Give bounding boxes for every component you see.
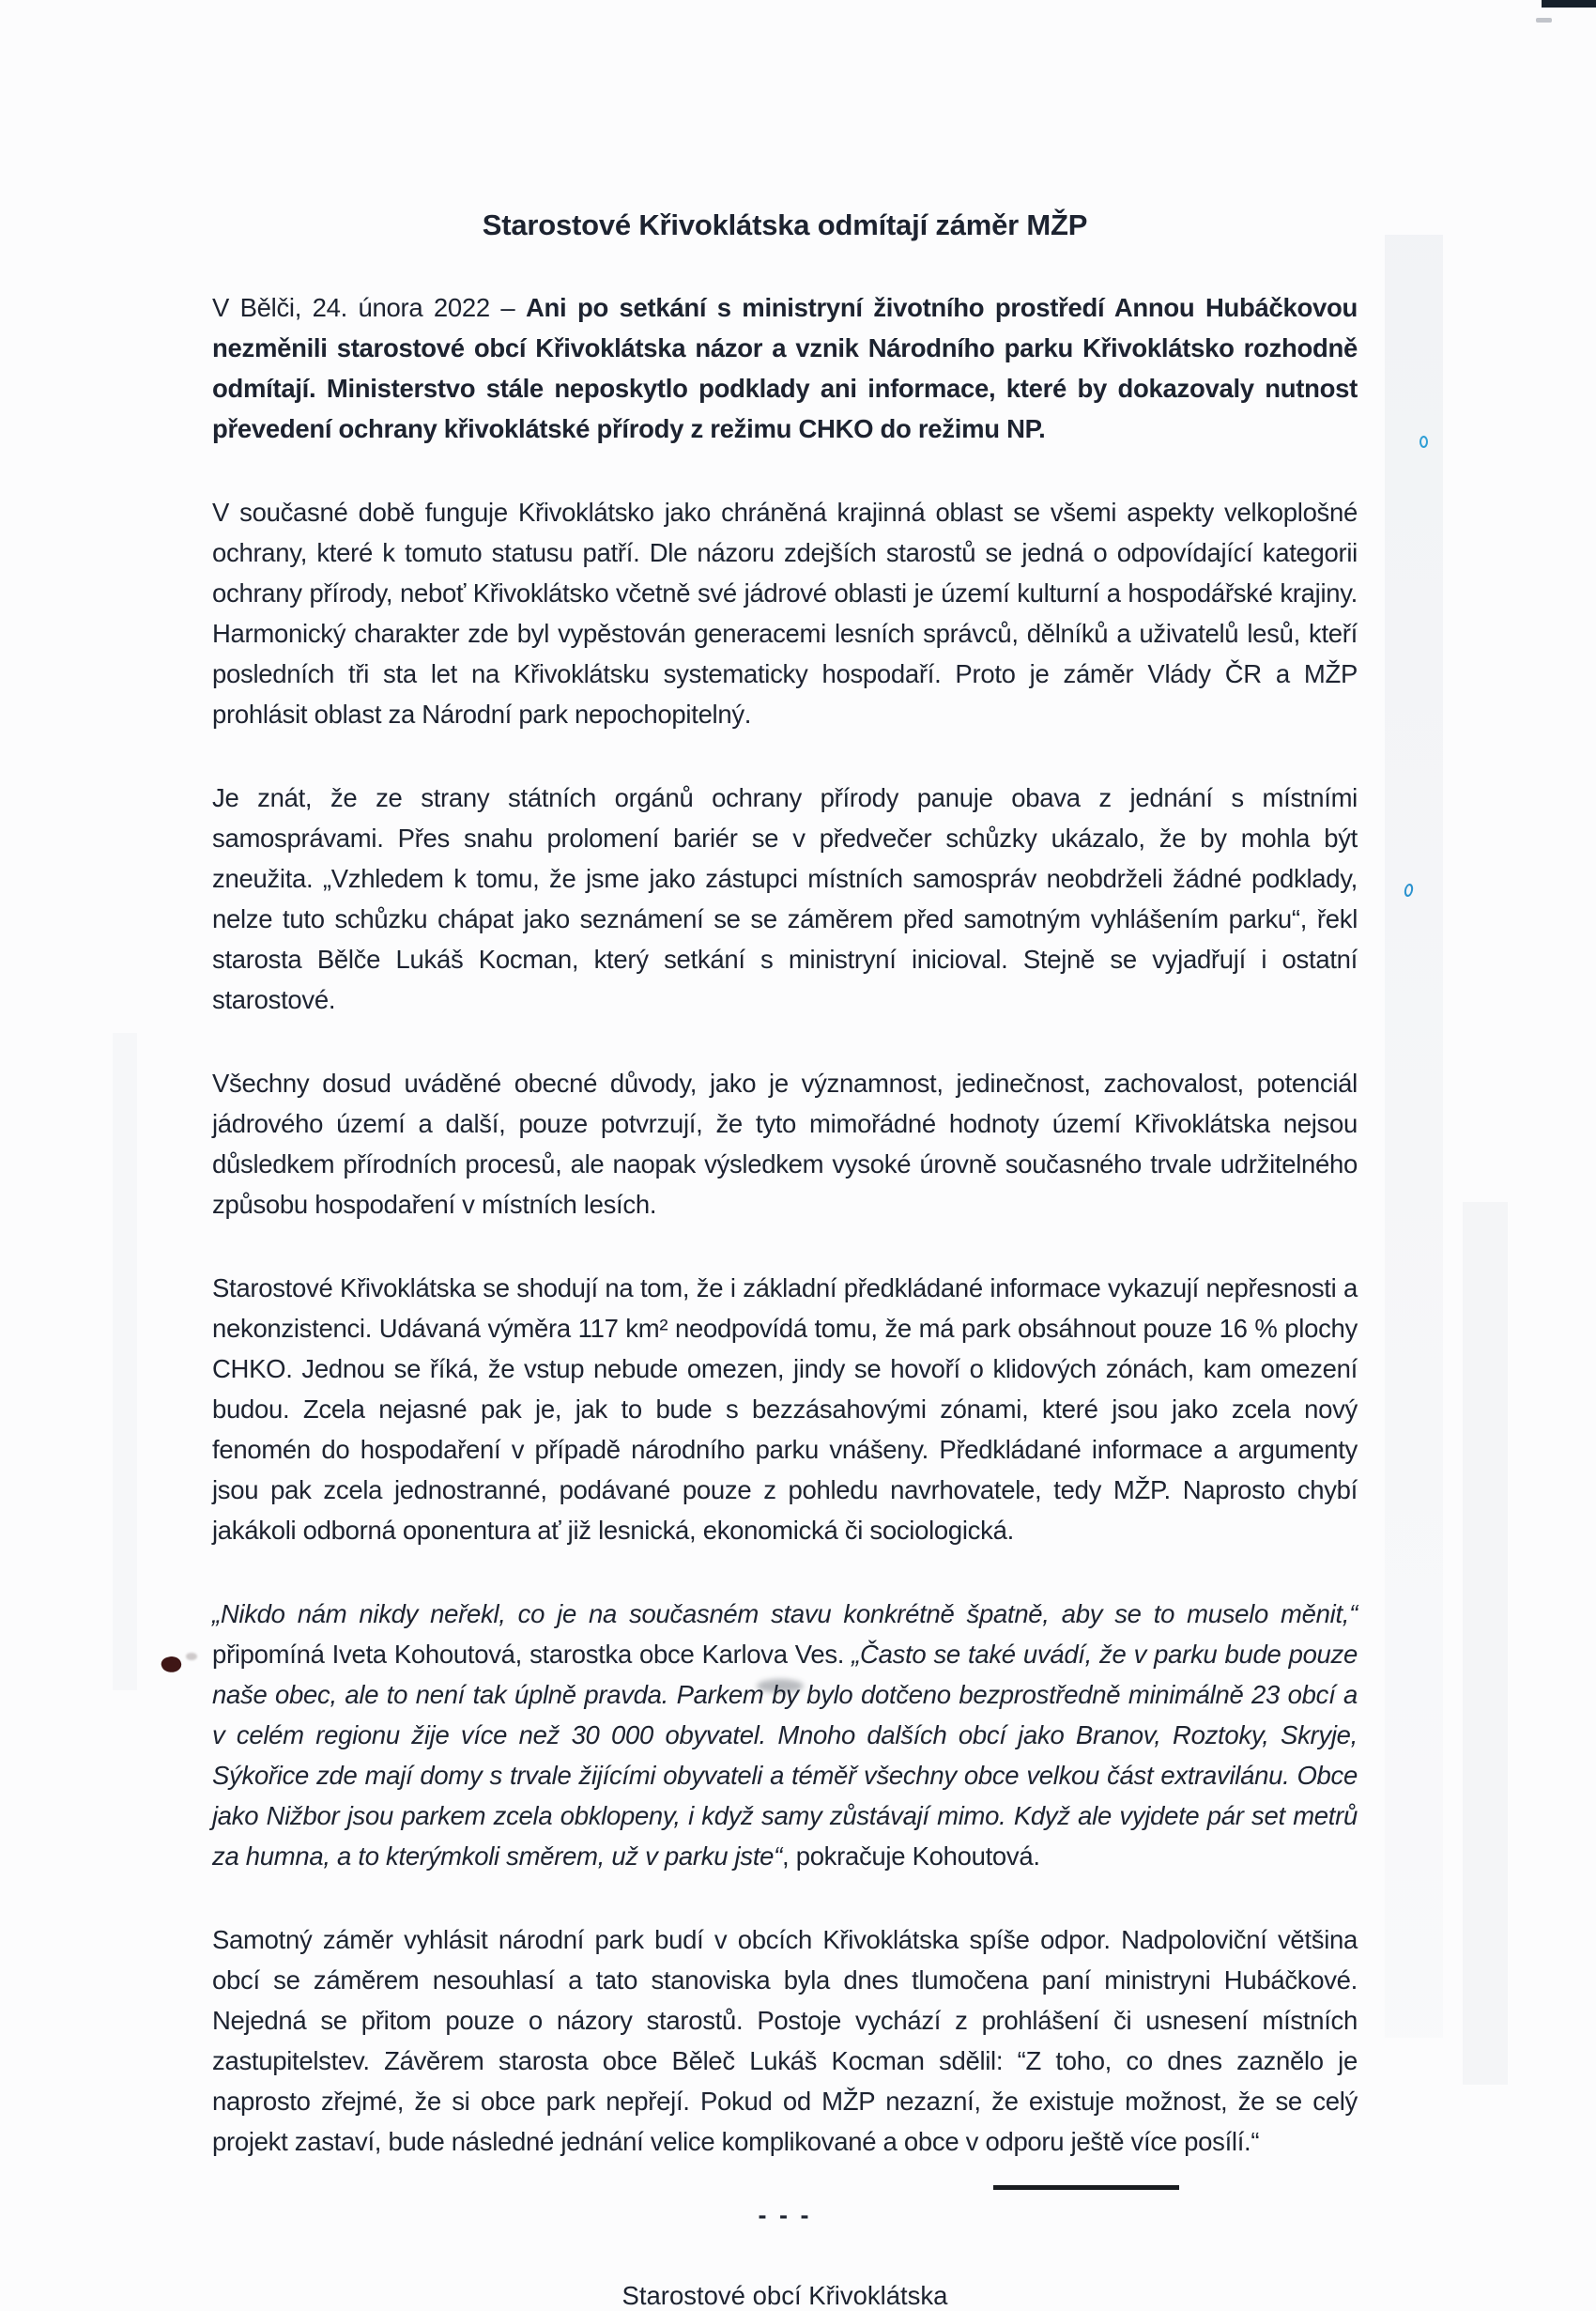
scan-artifact-maroon-blot (160, 1655, 182, 1675)
scan-band-left (113, 1033, 137, 1690)
scan-artifact-top-right-mark (1536, 18, 1552, 23)
lead-bold-text: Ani po setkání s ministryní životního prostředí Annou Hubáčkovou nezměnili starostové obcí Křivoklátska názor a vznik Národního parku Křivoklátsko rozhodně odmítají. Ministerstvo stále neposkytlo podklady ani informace, které by dokazovaly nutnost převedení ochrany křivoklátské přírody z režimu CHKO do režimu NP. (212, 293, 1358, 443)
paragraph-conclusion: Samotný záměr vyhlásit národní park budí v obcích Křivoklátska spíše odpor. Nadpoloviční většina obcí se záměrem nesouhlasí a tato stanoviska byla dnes tlumočena paní ministryni Hubáčkové. Nejedná se přitom pouze o názory starostů. Postoje vychází z prohlášení či usnesení místních zastupitelstev. Závěrem starosta obce Běleč Lukáš Kocman sdělil: “Z toho, co dnes zaznělo je naprosto zřejmé, že si obce park nepřejí. Pokud od MŽP nezazní, že existuje možnost, že se celý projekt zastaví, bude následné jednání velice komplikované a obce v odporu ještě více posílí.“ (212, 1925, 1358, 2156)
paragraph-general-reasons: Všechny dosud uváděné obecné důvody, jako je významnost, jedinečnost, zachovalost, potenciál jádrového území a další, pouze potvrzují, že tyto mimořádné hodnoty území Křivoklátska nejsou důsledkem přírodních procesů, ale naopak výsledkem vysoké úrovně současného trvale udržitelného způsobu hospodaření v místních lesích. (212, 1069, 1358, 1219)
press-release-document (212, 208, 1358, 2311)
scan-artifact-blue-speck-upper (1420, 436, 1428, 448)
end-separator: - - - (758, 2201, 812, 2229)
scan-artifact-blue-speck-lower (1404, 884, 1414, 897)
paragraph-current-status: V současné době funguje Křivoklátsko jako chráněná krajinná oblast se všemi aspekty velkoplošné ochrany, které k tomuto statusu patří. Dle názoru zdejších starostů se jedná o odpovídající kategorii ochrany přírody, neboť Křivoklátsko včetně své jádrové oblasti je území kulturní a hospodářské krajiny. Harmonický charakter zde byl vypěstován generacemi lesních správců, dělníků a uživatelů lesů, kteří posledních tři sta let na Křivoklátsku systematicky hospodaří. Proto je záměr Vlády ČR a MŽP prohlásit oblast za Národní park nepochopitelný. (212, 498, 1358, 729)
quote-attribution-2: , pokračuje Kohoutová. (782, 1841, 1040, 1871)
paragraph-kohoutova-quote (212, 1594, 1358, 1876)
quote-part-1: „Nikdo nám nikdy neřekl, co je na současném stavu konkrétně špatně, aby se to muselo měnit,“ (212, 1599, 1358, 1628)
quote-attribution-1: připomíná Iveta Kohoutová, starostka obce Karlova Ves. (212, 1640, 852, 1669)
scan-band-right (1385, 235, 1443, 2038)
scan-artifact-maroon-blot-tail (186, 1653, 197, 1660)
scan-band-right-lower (1463, 1202, 1508, 2085)
document-title: Starostové Křivoklátska odmítají záměr MŽP (482, 208, 1088, 241)
paragraph-lead (212, 287, 1358, 449)
quote-part-2: „Často se také uvádí, že v parku bude pouze naše obec, ale to není tak úplně pravda. Parkem by bylo dotčeno bezprostředně minimálně 23 obcí a v celém regionu žije více než 30 000 obyvatel. Mnoho dalších obcí jako Branov, Roztoky, Skryje, Sýkořice zde mají domy s trvale žijícími obyvateli a téměř všechny obce velkou část extravilánu. Obce jako Nižbor jsou parkem zcela obklopeny, i když samy zůstávají mimo. Když ale vyjdete pár set metrů za humna, a to kterýmkoli směrem, už v parku jste“ (212, 1640, 1358, 1871)
paragraph-state-organs: Je znát, že ze strany státních orgánů ochrany přírody panuje obava z jednání s místními samosprávami. Přes snahu prolomení bariér se v předvečer schůzky ukázalo, že by mohla být zneužita. „Vzhledem k tomu, že jsme jako zástupci místních samospráv neobdrželi žádné podklady, nelze tuto schůzku chápat jako seznámení se se záměrem před samotným vyhlášením parku“, řekl starosta Bělče Lukáš Kocman, který setkání s ministryní inicioval. Stejně se vyjadřují i ostatní starostové. (212, 783, 1358, 1014)
dateline: V Bělči, 24. února 2022 – (212, 293, 526, 322)
paragraph-inaccuracies: Starostové Křivoklátska se shodují na tom, že i základní předkládané informace vykazují nepřesnosti a nekonzistenci. Udávaná výměra 117 km² neodpovídá tomu, že má park obsáhnout pouze 16 % plochy CHKO. Jednou se říká, že vstup nebude omezen, jindy se hovoří o klidových zónách, kam omezení budou. Zcela nejasné pak je, jak to bude s bezzásahovými zónami, které jsou jako zcela nový fenomén do hospodaření v případě národního parku vnášeny. Předkládané informace a argumenty jsou pak zcela jednostranné, podávané pouze z pohledu navrhovatele, tedy MŽP. Naprosto chybí jakákoli odborná oponentura ať již lesnická, ekonomická či sociologická. (212, 1273, 1358, 1545)
signature-line: Starostové obcí Křivoklátska (622, 2281, 948, 2310)
scan-artifact-top-right-bar (1542, 0, 1596, 8)
